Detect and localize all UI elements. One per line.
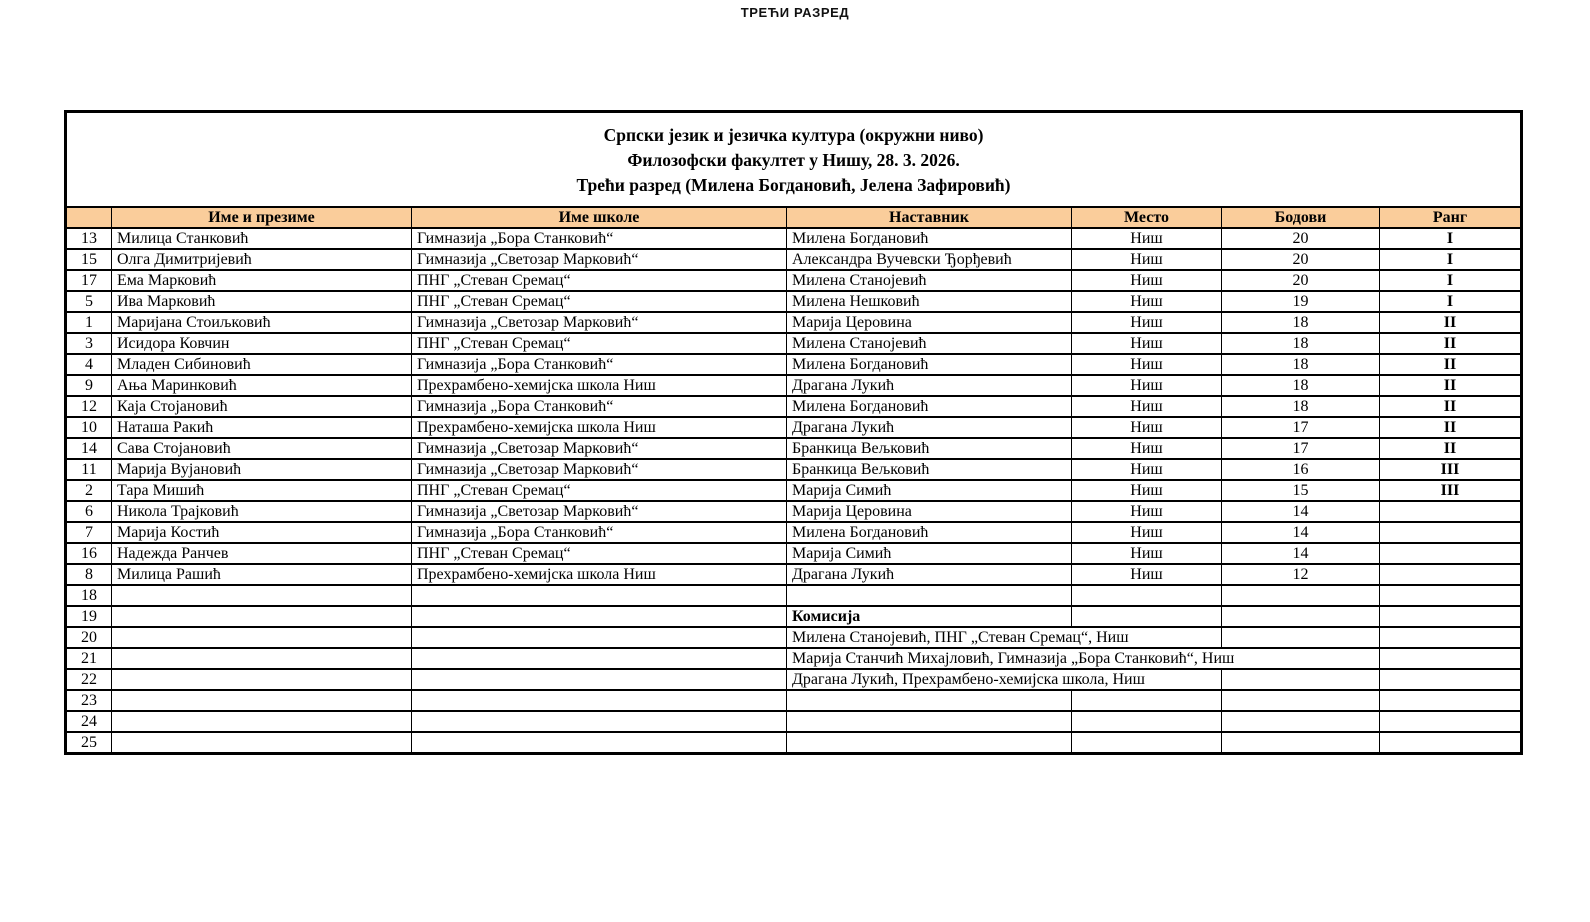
cell-rank xyxy=(1380,690,1522,711)
cell-rank: II xyxy=(1380,354,1522,375)
cell-place: Ниш xyxy=(1072,396,1222,417)
cell-number: 5 xyxy=(66,291,112,312)
cell-name xyxy=(112,627,412,648)
cell-school: Гимназија „Светозар Марковић“ xyxy=(412,312,787,333)
cell-name: Сава Стојановић xyxy=(112,438,412,459)
cell-number: 1 xyxy=(66,312,112,333)
table-row xyxy=(66,333,1522,354)
cell-place: Ниш xyxy=(1072,417,1222,438)
cell-name: Ива Марковић xyxy=(112,291,412,312)
cell-name: Тара Мишић xyxy=(112,480,412,501)
cell-rank xyxy=(1380,585,1522,606)
cell-name: Младен Сибиновић xyxy=(112,354,412,375)
cell-number: 20 xyxy=(66,627,112,648)
cell-teacher: Марија Церовина xyxy=(787,501,1072,522)
cell-points: 18 xyxy=(1222,396,1380,417)
cell-name: Маријана Стоиљковић xyxy=(112,312,412,333)
cell-name: Надежда Ранчев xyxy=(112,543,412,564)
cell-rank: II xyxy=(1380,333,1522,354)
table-row xyxy=(66,585,1522,606)
cell-school: Гимназија „Светозар Марковић“ xyxy=(412,501,787,522)
table-row xyxy=(66,312,1522,333)
cell-rank xyxy=(1380,564,1522,585)
cell-place xyxy=(1072,606,1222,627)
cell-number: 10 xyxy=(66,417,112,438)
cell-place: Ниш xyxy=(1072,501,1222,522)
cell-teacher: Милена Станојевић xyxy=(787,270,1072,291)
cell-number: 15 xyxy=(66,249,112,270)
table-title-line-3: Трећи разред (Милена Богдановић, Јелена Зафировић) xyxy=(576,175,1011,195)
table-row xyxy=(66,711,1522,732)
cell-teacher: Марија Церовина xyxy=(787,312,1072,333)
page-header-title: ТРЕЋИ РАЗРЕД xyxy=(740,5,850,20)
cell-points: 16 xyxy=(1222,459,1380,480)
cell-place: Ниш xyxy=(1072,270,1222,291)
table-row xyxy=(66,564,1522,585)
cell-rank xyxy=(1380,543,1522,564)
table-title-line-2: Филозофски факултет у Нишу, 28. 3. 2026. xyxy=(627,150,960,170)
cell-number: 18 xyxy=(66,585,112,606)
cell-number: 21 xyxy=(66,648,112,669)
cell-rank xyxy=(1380,501,1522,522)
cell-number: 11 xyxy=(66,459,112,480)
cell-teacher: Комисија xyxy=(787,606,1072,627)
cell-name xyxy=(112,606,412,627)
table-row xyxy=(66,627,1522,648)
cell-points: 14 xyxy=(1222,501,1380,522)
cell-rank xyxy=(1380,669,1522,690)
cell-points: 14 xyxy=(1222,543,1380,564)
cell-school: Гимназија „Бора Станковић“ xyxy=(412,228,787,249)
cell-teacher xyxy=(787,711,1072,732)
cell-number: 14 xyxy=(66,438,112,459)
table-row xyxy=(66,501,1522,522)
table-row xyxy=(66,438,1522,459)
cell-school: ПНГ „Стеван Сремац“ xyxy=(412,543,787,564)
cell-school: ПНГ „Стеван Сремац“ xyxy=(412,291,787,312)
cell-name: Милица Станковић xyxy=(112,228,412,249)
cell-number: 25 xyxy=(66,732,112,754)
cell-rank: II xyxy=(1380,396,1522,417)
cell-number: 22 xyxy=(66,669,112,690)
cell-place xyxy=(1072,585,1222,606)
column-header-number xyxy=(66,207,112,228)
cell-rank xyxy=(1380,648,1522,669)
cell-points: 17 xyxy=(1222,438,1380,459)
cell-rank: II xyxy=(1380,312,1522,333)
cell-number: 3 xyxy=(66,333,112,354)
cell-points xyxy=(1222,627,1380,648)
cell-number: 7 xyxy=(66,522,112,543)
column-header-teacher: Наставник xyxy=(787,207,1072,228)
cell-teacher: Милена Нешковић xyxy=(787,291,1072,312)
cell-school xyxy=(412,627,787,648)
cell-points: 12 xyxy=(1222,564,1380,585)
cell-name xyxy=(112,732,412,754)
cell-name: Никола Трајковић xyxy=(112,501,412,522)
table-row xyxy=(66,543,1522,564)
cell-teacher: Милена Богдановић xyxy=(787,522,1072,543)
cell-school: Гимназија „Бора Станковић“ xyxy=(412,522,787,543)
cell-name: Ања Маринковић xyxy=(112,375,412,396)
cell-place: Ниш xyxy=(1072,480,1222,501)
cell-name xyxy=(112,690,412,711)
column-header-rank: Ранг xyxy=(1380,207,1522,228)
cell-school: Прехрамбено-хемијска школа Ниш xyxy=(412,375,787,396)
cell-teacher xyxy=(787,690,1072,711)
cell-place: Ниш xyxy=(1072,438,1222,459)
cell-teacher: Милена Богдановић xyxy=(787,354,1072,375)
table-row xyxy=(66,522,1522,543)
cell-teacher: Драгана Лукић xyxy=(787,564,1072,585)
cell-place xyxy=(1072,711,1222,732)
column-header-name: Име и презиме xyxy=(112,207,412,228)
column-header-points: Бодови xyxy=(1222,207,1380,228)
table-title-cell xyxy=(66,112,1522,208)
cell-name xyxy=(112,669,412,690)
cell-number: 12 xyxy=(66,396,112,417)
cell-place: Ниш xyxy=(1072,354,1222,375)
cell-points xyxy=(1222,585,1380,606)
cell-points xyxy=(1222,690,1380,711)
cell-school: ПНГ „Стеван Сремац“ xyxy=(412,333,787,354)
cell-points: 20 xyxy=(1222,228,1380,249)
table-row xyxy=(66,669,1522,690)
cell-place: Ниш xyxy=(1072,249,1222,270)
cell-number: 4 xyxy=(66,354,112,375)
cell-place: Ниш xyxy=(1072,375,1222,396)
table-row xyxy=(66,480,1522,501)
cell-points: 20 xyxy=(1222,249,1380,270)
cell-rank: I xyxy=(1380,270,1522,291)
cell-place: Ниш xyxy=(1072,459,1222,480)
cell-place xyxy=(1072,690,1222,711)
table-row xyxy=(66,417,1522,438)
cell-school xyxy=(412,669,787,690)
cell-rank: I xyxy=(1380,291,1522,312)
cell-school: Прехрамбено-хемијска школа Ниш xyxy=(412,417,787,438)
cell-teacher: Милена Богдановић xyxy=(787,228,1072,249)
cell-rank xyxy=(1380,606,1522,627)
cell-rank xyxy=(1380,732,1522,754)
cell-teacher: Драгана Лукић xyxy=(787,375,1072,396)
cell-points xyxy=(1222,669,1380,690)
table-row xyxy=(66,690,1522,711)
cell-teacher: Александра Вучевски Ђорђевић xyxy=(787,249,1072,270)
cell-name: Ема Марковић xyxy=(112,270,412,291)
cell-points xyxy=(1222,711,1380,732)
cell-rank xyxy=(1380,627,1522,648)
table-row xyxy=(66,228,1522,249)
results-table xyxy=(64,110,1523,755)
cell-school: Гимназија „Бора Станковић“ xyxy=(412,354,787,375)
cell-school: ПНГ „Стеван Сремац“ xyxy=(412,480,787,501)
column-header-school: Име школе xyxy=(412,207,787,228)
cell-place: Ниш xyxy=(1072,333,1222,354)
cell-number: 2 xyxy=(66,480,112,501)
cell-points: 18 xyxy=(1222,312,1380,333)
cell-school: Гимназија „Светозар Марковић“ xyxy=(412,459,787,480)
cell-points xyxy=(1222,606,1380,627)
cell-school xyxy=(412,606,787,627)
cell-school xyxy=(412,585,787,606)
cell-name xyxy=(112,585,412,606)
table-row xyxy=(66,354,1522,375)
table-row xyxy=(66,270,1522,291)
cell-teacher: Драгана Лукић, Прехрамбено-хемијска школа, Ниш xyxy=(787,669,1222,690)
cell-school xyxy=(412,711,787,732)
cell-rank: II xyxy=(1380,438,1522,459)
table-header-row xyxy=(66,207,1522,228)
cell-points: 15 xyxy=(1222,480,1380,501)
cell-name xyxy=(112,648,412,669)
cell-rank xyxy=(1380,522,1522,543)
cell-teacher: Марија Симић xyxy=(787,480,1072,501)
cell-place: Ниш xyxy=(1072,312,1222,333)
cell-rank: III xyxy=(1380,459,1522,480)
cell-place: Ниш xyxy=(1072,564,1222,585)
cell-name: Марија Вујановић xyxy=(112,459,412,480)
cell-school xyxy=(412,648,787,669)
cell-points: 20 xyxy=(1222,270,1380,291)
cell-place: Ниш xyxy=(1072,543,1222,564)
table-row xyxy=(66,606,1522,627)
cell-teacher: Драгана Лукић xyxy=(787,417,1072,438)
cell-points: 18 xyxy=(1222,333,1380,354)
cell-place: Ниш xyxy=(1072,522,1222,543)
cell-school xyxy=(412,732,787,754)
cell-rank: II xyxy=(1380,417,1522,438)
cell-number: 8 xyxy=(66,564,112,585)
cell-name: Милица Рашић xyxy=(112,564,412,585)
cell-rank: II xyxy=(1380,375,1522,396)
cell-school xyxy=(412,690,787,711)
table-row xyxy=(66,459,1522,480)
cell-name: Марија Костић xyxy=(112,522,412,543)
cell-number: 13 xyxy=(66,228,112,249)
cell-teacher xyxy=(787,585,1072,606)
cell-points: 18 xyxy=(1222,354,1380,375)
cell-points: 14 xyxy=(1222,522,1380,543)
cell-school: Гимназија „Светозар Марковић“ xyxy=(412,249,787,270)
cell-name: Исидора Ковчин xyxy=(112,333,412,354)
cell-points: 17 xyxy=(1222,417,1380,438)
cell-name: Олга Димитријевић xyxy=(112,249,412,270)
cell-teacher: Бранкица Вељковић xyxy=(787,438,1072,459)
cell-teacher xyxy=(787,732,1072,754)
table-row xyxy=(66,396,1522,417)
cell-points xyxy=(1222,732,1380,754)
cell-teacher: Милена Станојевић, ПНГ „Стеван Сремац“, Ниш xyxy=(787,627,1222,648)
table-row xyxy=(66,375,1522,396)
table-title-line-1: Српски језик и језичка култура (окружни ниво) xyxy=(603,125,984,145)
cell-place xyxy=(1072,732,1222,754)
cell-name: Каја Стојановић xyxy=(112,396,412,417)
cell-place: Ниш xyxy=(1072,291,1222,312)
column-header-place: Место xyxy=(1072,207,1222,228)
cell-points: 18 xyxy=(1222,375,1380,396)
cell-number: 6 xyxy=(66,501,112,522)
cell-school: Прехрамбено-хемијска школа Ниш xyxy=(412,564,787,585)
cell-school: Гимназија „Бора Станковић“ xyxy=(412,396,787,417)
cell-teacher: Милена Станојевић xyxy=(787,333,1072,354)
table-row xyxy=(66,291,1522,312)
table-row xyxy=(66,732,1522,754)
cell-number: 24 xyxy=(66,711,112,732)
cell-rank: I xyxy=(1380,228,1522,249)
cell-teacher: Милена Богдановић xyxy=(787,396,1072,417)
cell-rank: III xyxy=(1380,480,1522,501)
cell-teacher: Марија Симић xyxy=(787,543,1072,564)
cell-rank: I xyxy=(1380,249,1522,270)
cell-number: 9 xyxy=(66,375,112,396)
cell-number: 19 xyxy=(66,606,112,627)
cell-name xyxy=(112,711,412,732)
cell-teacher: Марија Станчић Михајловић, Гимназија „Бора Станковић“, Ниш xyxy=(787,648,1380,669)
cell-number: 23 xyxy=(66,690,112,711)
cell-school: ПНГ „Стеван Сремац“ xyxy=(412,270,787,291)
cell-points: 19 xyxy=(1222,291,1380,312)
table-row xyxy=(66,249,1522,270)
cell-number: 16 xyxy=(66,543,112,564)
cell-rank xyxy=(1380,711,1522,732)
cell-school: Гимназија „Светозар Марковић“ xyxy=(412,438,787,459)
cell-teacher: Бранкица Вељковић xyxy=(787,459,1072,480)
cell-place: Ниш xyxy=(1072,228,1222,249)
cell-name: Наташа Ракић xyxy=(112,417,412,438)
table-row xyxy=(66,648,1522,669)
table-title-row xyxy=(66,112,1522,208)
cell-number: 17 xyxy=(66,270,112,291)
